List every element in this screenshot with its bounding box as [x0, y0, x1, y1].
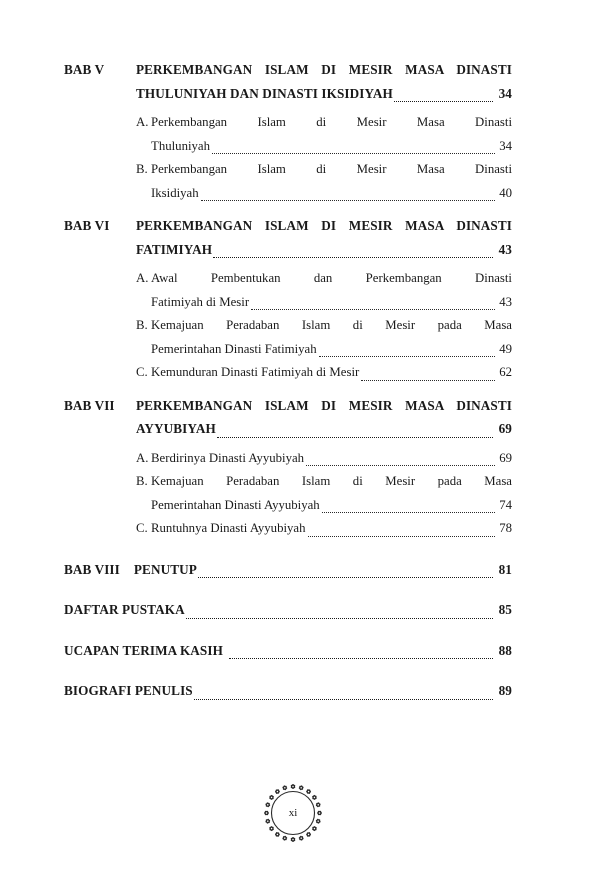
toc-backmatter-entry[interactable]	[64, 598, 512, 622]
chapter-title	[136, 394, 512, 441]
backmatter-page-number: 81	[498, 561, 512, 577]
chapter-page-number: 69	[498, 421, 512, 436]
chapter-title	[136, 58, 512, 105]
toc-sub-entry[interactable]	[136, 314, 512, 361]
backmatter-page-number: 89	[498, 683, 512, 698]
section-spacer	[64, 205, 512, 214]
dot-leader	[251, 308, 495, 310]
sub-entry-marker: C.	[136, 365, 148, 379]
dot-leader	[322, 511, 495, 513]
toc-sub-entry[interactable]	[136, 267, 512, 314]
dot-leader	[213, 256, 492, 258]
sub-entry-marker: A.	[136, 450, 149, 465]
dot-leader	[212, 152, 495, 154]
toc-sub-entry[interactable]	[136, 158, 512, 205]
sub-entry-page-number: 74	[499, 497, 512, 512]
sub-entry-line2: Berdirinya Dinasti Ayyubiyah	[151, 450, 305, 465]
sub-entry-page-number: 78	[499, 521, 512, 535]
dot-leader	[308, 535, 496, 537]
sub-entry-page-number: 40	[499, 185, 512, 200]
sub-entry-page-number: 62	[499, 365, 512, 379]
sub-entry-marker: A.	[136, 115, 149, 129]
sub-entry-line2: Pemerintahan Dinasti Fatimiyah	[151, 341, 317, 356]
dot-leader	[194, 698, 493, 700]
dot-leader	[229, 657, 493, 659]
backmatter-label: BAB VIII	[64, 561, 120, 577]
sub-entry-marker: C.	[136, 521, 148, 535]
sub-entry-line2: Kemunduran Dinasti Fatimiyah di Mesir	[151, 365, 360, 379]
chapter-title-line1: PERKEMBANGAN ISLAM DI MESIR MASA DINASTI	[136, 218, 512, 233]
toc-sub-entry[interactable]	[136, 447, 512, 471]
folio-number: xi	[288, 807, 298, 819]
chapter-title-line2: FATIMIYAH	[136, 241, 213, 257]
dot-leader	[394, 100, 493, 102]
chapter-title-line1: PERKEMBANGAN ISLAM DI MESIR MASA DINASTI	[136, 62, 512, 77]
toc-chapter-entry[interactable]	[64, 58, 512, 105]
backmatter-page-number: 88	[498, 642, 512, 658]
sub-entry-line1: Perkembangan Islam di Mesir Masa Dinasti	[151, 162, 512, 176]
toc-backmatter-entry[interactable]	[64, 558, 512, 582]
dot-leader	[361, 379, 495, 381]
sub-entry-marker: B.	[136, 474, 148, 488]
backmatter-label: DAFTAR PUSTAKA	[64, 602, 185, 617]
sub-entry-line2: Runtuhnya Dinasti Ayyubiyah	[151, 521, 306, 535]
sub-entry-marker: B.	[136, 162, 148, 176]
sub-entry-marker: A.	[136, 271, 149, 285]
dot-leader	[217, 436, 493, 438]
dot-leader	[319, 355, 496, 357]
sub-entry-line1: Kemajuan Peradaban Islam di Mesir pada Masa	[151, 318, 512, 332]
table-of-contents-list	[64, 58, 512, 703]
toc-chapter-entry[interactable]	[64, 214, 512, 261]
sub-entry-page-number: 34	[499, 138, 512, 153]
section-spacer	[64, 385, 512, 394]
dot-leader	[186, 617, 493, 619]
toc-backmatter-entry[interactable]	[64, 639, 512, 663]
toc-sub-entry[interactable]	[136, 470, 512, 517]
chapter-label: BAB VI	[64, 218, 110, 233]
chapter-title-line2: AYYUBIYAH	[136, 421, 216, 436]
chapter-title	[136, 214, 512, 261]
toc-backmatter-entry[interactable]	[64, 679, 512, 703]
chapter-label: BAB V	[64, 62, 105, 77]
chapter-page-number: 34	[498, 85, 512, 101]
dot-leader	[198, 576, 493, 578]
chapter-label: BAB VII	[64, 397, 115, 413]
backmatter-page-number: 85	[498, 602, 512, 617]
backmatter-label: UCAPAN TERIMA KASIH	[64, 642, 223, 658]
sub-entry-line1: Kemajuan Peradaban Islam di Mesir pada Masa	[151, 474, 512, 488]
toc-sub-entry[interactable]	[136, 517, 512, 541]
sub-entry-page-number: 43	[499, 294, 512, 309]
sub-entry-line2: Fatimiyah di Mesir	[151, 294, 250, 309]
toc-chapter-entry[interactable]	[64, 394, 512, 441]
chapter-page-number: 43	[498, 241, 512, 257]
backmatter-title: PENUTUP	[133, 561, 197, 577]
sub-entry-page-number: 49	[499, 341, 512, 356]
toc-sub-entry[interactable]	[136, 111, 512, 158]
dot-leader	[201, 199, 496, 201]
sub-entry-line1: Awal Pembentukan dan Perkembangan Dinasti	[151, 271, 512, 285]
sub-entry-line2: Iksidiyah	[151, 185, 199, 200]
chapter-title-line2: THULUNIYAH DAN DINASTI IKSIDIYAH	[136, 85, 393, 101]
toc-sub-entry[interactable]	[136, 361, 512, 385]
sub-entry-line1: Perkembangan Islam di Mesir Masa Dinasti	[151, 115, 512, 129]
sub-entry-marker: B.	[136, 318, 148, 332]
chapter-title-line1: PERKEMBANGAN ISLAM DI MESIR MASA DINASTI	[136, 397, 512, 413]
page-number-ornament	[261, 781, 325, 845]
sub-entry-line2: Pemerintahan Dinasti Ayyubiyah	[151, 497, 320, 512]
backmatter-label: BIOGRAFI PENULIS	[64, 683, 193, 698]
dot-leader	[306, 464, 495, 466]
sub-entry-line2: Thuluniyah	[151, 138, 210, 153]
sub-entry-page-number: 69	[499, 450, 512, 465]
